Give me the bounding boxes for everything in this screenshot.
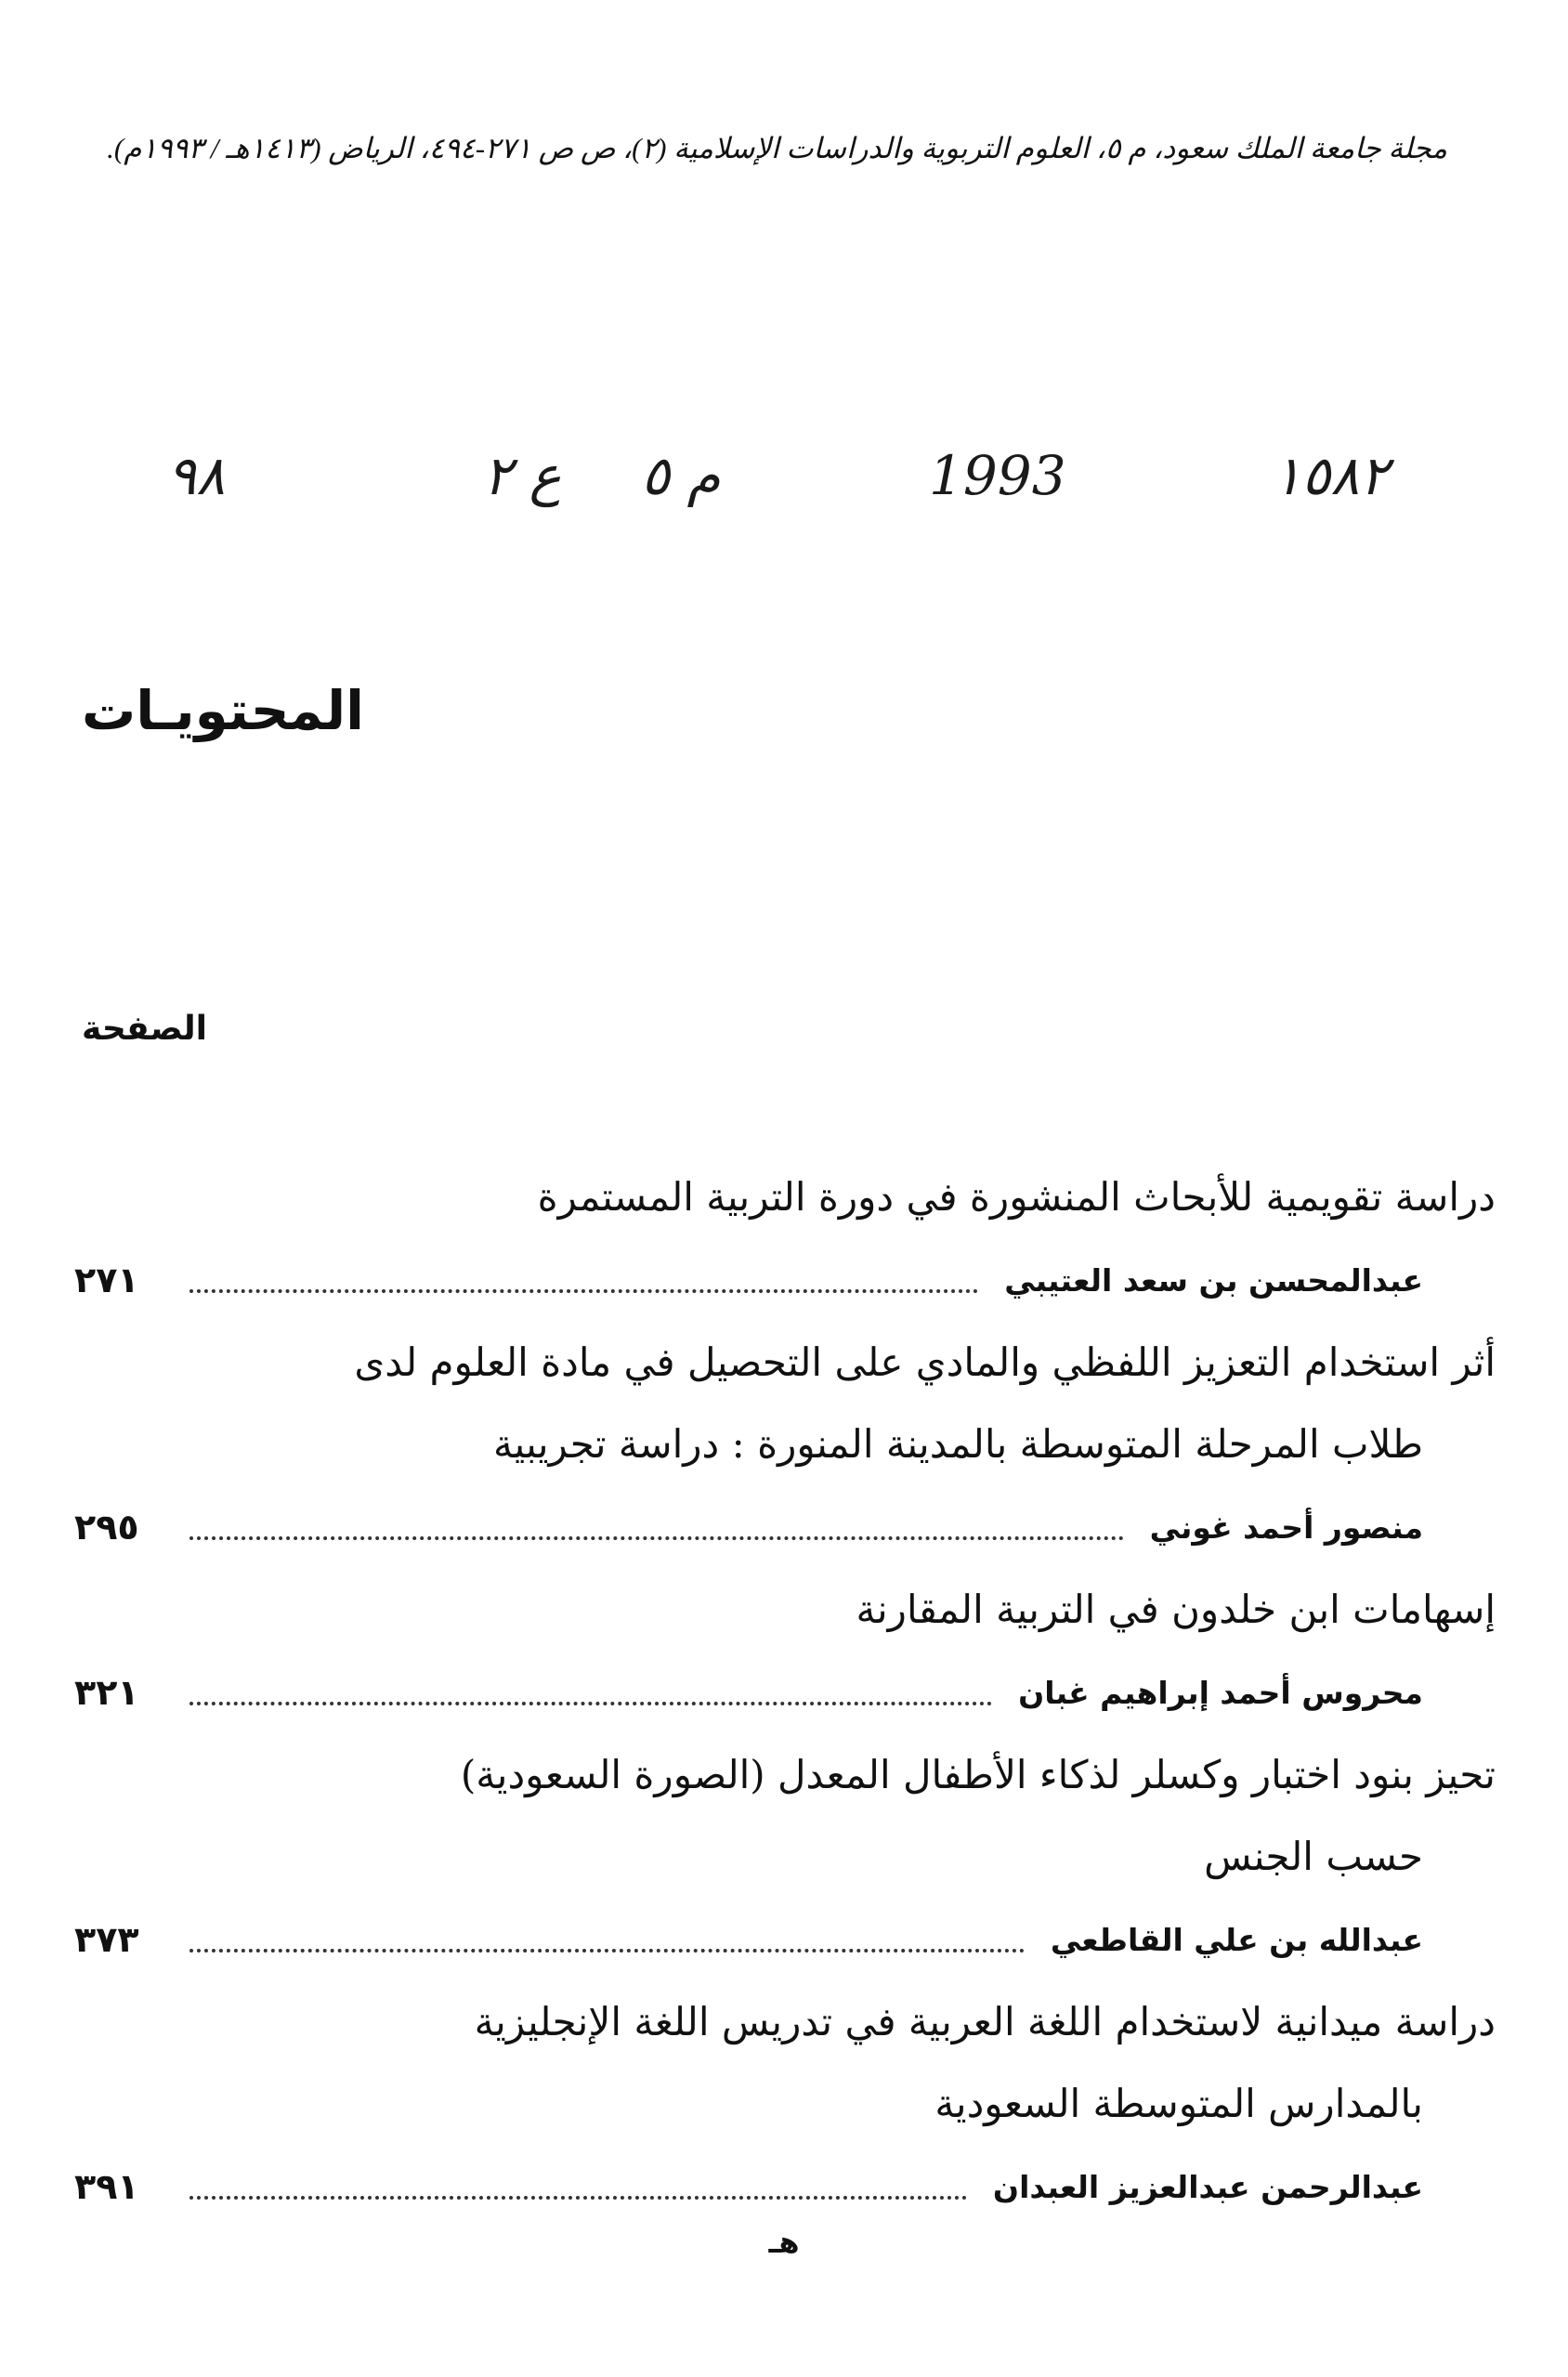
contents-title: المحتويـات xyxy=(82,679,365,742)
entry-page-number: ٢٧١ xyxy=(74,1260,139,1300)
entry-title: إسهامات ابن خلدون في التربية المقارنة xyxy=(856,1587,1496,1632)
entry-title: أثر استخدام التعزيز اللفظي والمادي على التحصيل في مادة العلوم لدى xyxy=(354,1339,1496,1385)
dot-leader xyxy=(189,1949,1025,1953)
dot-leader xyxy=(189,1289,978,1293)
entry-title-continued: طلاب المرحلة المتوسطة بالمدينة المنورة : دراسة تجريبية xyxy=(492,1421,1423,1467)
folio-page-letter: هـ xyxy=(768,2225,800,2260)
author-row xyxy=(74,2145,1496,2228)
dot-leader xyxy=(189,1702,992,1705)
entry-author: عبدالله بن علي القاطعي xyxy=(1050,1921,1423,1958)
entry-title-continued: حسب الجنس xyxy=(1204,1834,1423,1879)
handwritten-note: ٩٨ xyxy=(167,444,226,507)
entry-title-continued: بالمدارس المتوسطة السعودية xyxy=(934,2081,1423,2126)
entry-page-number: ٣٢١ xyxy=(74,1672,139,1713)
toc-entry xyxy=(74,1981,1496,2228)
page-column-label: الصفحة xyxy=(82,1010,208,1048)
toc-entry xyxy=(74,1569,1496,1734)
author-row xyxy=(74,1485,1496,1569)
entry-author: محروس أحمد إبراهيم غبان xyxy=(1018,1674,1423,1711)
entry-title: تحيز بنود اختبار وكسلر لذكاء الأطفال المعدل (الصورة السعودية) xyxy=(460,1752,1496,1797)
entry-author: عبدالمحسن بن سعد العتيبي xyxy=(1004,1261,1423,1299)
handwritten-note: 1993 xyxy=(929,444,1066,507)
dot-leader xyxy=(189,1536,1124,1540)
author-row xyxy=(74,1898,1496,1981)
dot-leader xyxy=(189,2196,967,2200)
toc-entry xyxy=(74,1156,1496,1322)
author-row xyxy=(74,1651,1496,1734)
entry-title: دراسة تقويمية للأبحاث المنشورة في دورة التربية المستمرة xyxy=(537,1174,1496,1220)
journal-citation-header: مجلة جامعة الملك سعود، م ٥، العلوم التربوية والدراسات الإسلامية (٢)، ص ص ٢٧١-٤٩٤، الرياض (١٤١٣هـ / ١٩٩٣م). xyxy=(107,132,1447,164)
entry-author: عبدالرحمن عبدالعزيز العبدان xyxy=(992,2168,1423,2205)
entry-title: دراسة ميدانية لاستخدام اللغة العربية في تدريس اللغة الإنجليزية xyxy=(474,1999,1496,2044)
table-of-contents xyxy=(74,1156,1496,2228)
author-row xyxy=(74,1238,1496,1322)
handwritten-note: م ٥ xyxy=(641,444,721,507)
handwritten-annotations xyxy=(167,435,1389,528)
entry-page-number: ٣٧٣ xyxy=(74,1919,139,1960)
toc-entry xyxy=(74,1734,1496,1981)
entry-page-number: ٣٩١ xyxy=(74,2166,139,2207)
handwritten-note: ١٥٨٢ xyxy=(1273,444,1389,507)
handwritten-note: ع ٢ xyxy=(483,444,562,507)
entry-author: منصور أحمد غوني xyxy=(1149,1508,1423,1546)
toc-entry xyxy=(74,1322,1496,1569)
entry-page-number: ٢٩٥ xyxy=(74,1507,139,1548)
